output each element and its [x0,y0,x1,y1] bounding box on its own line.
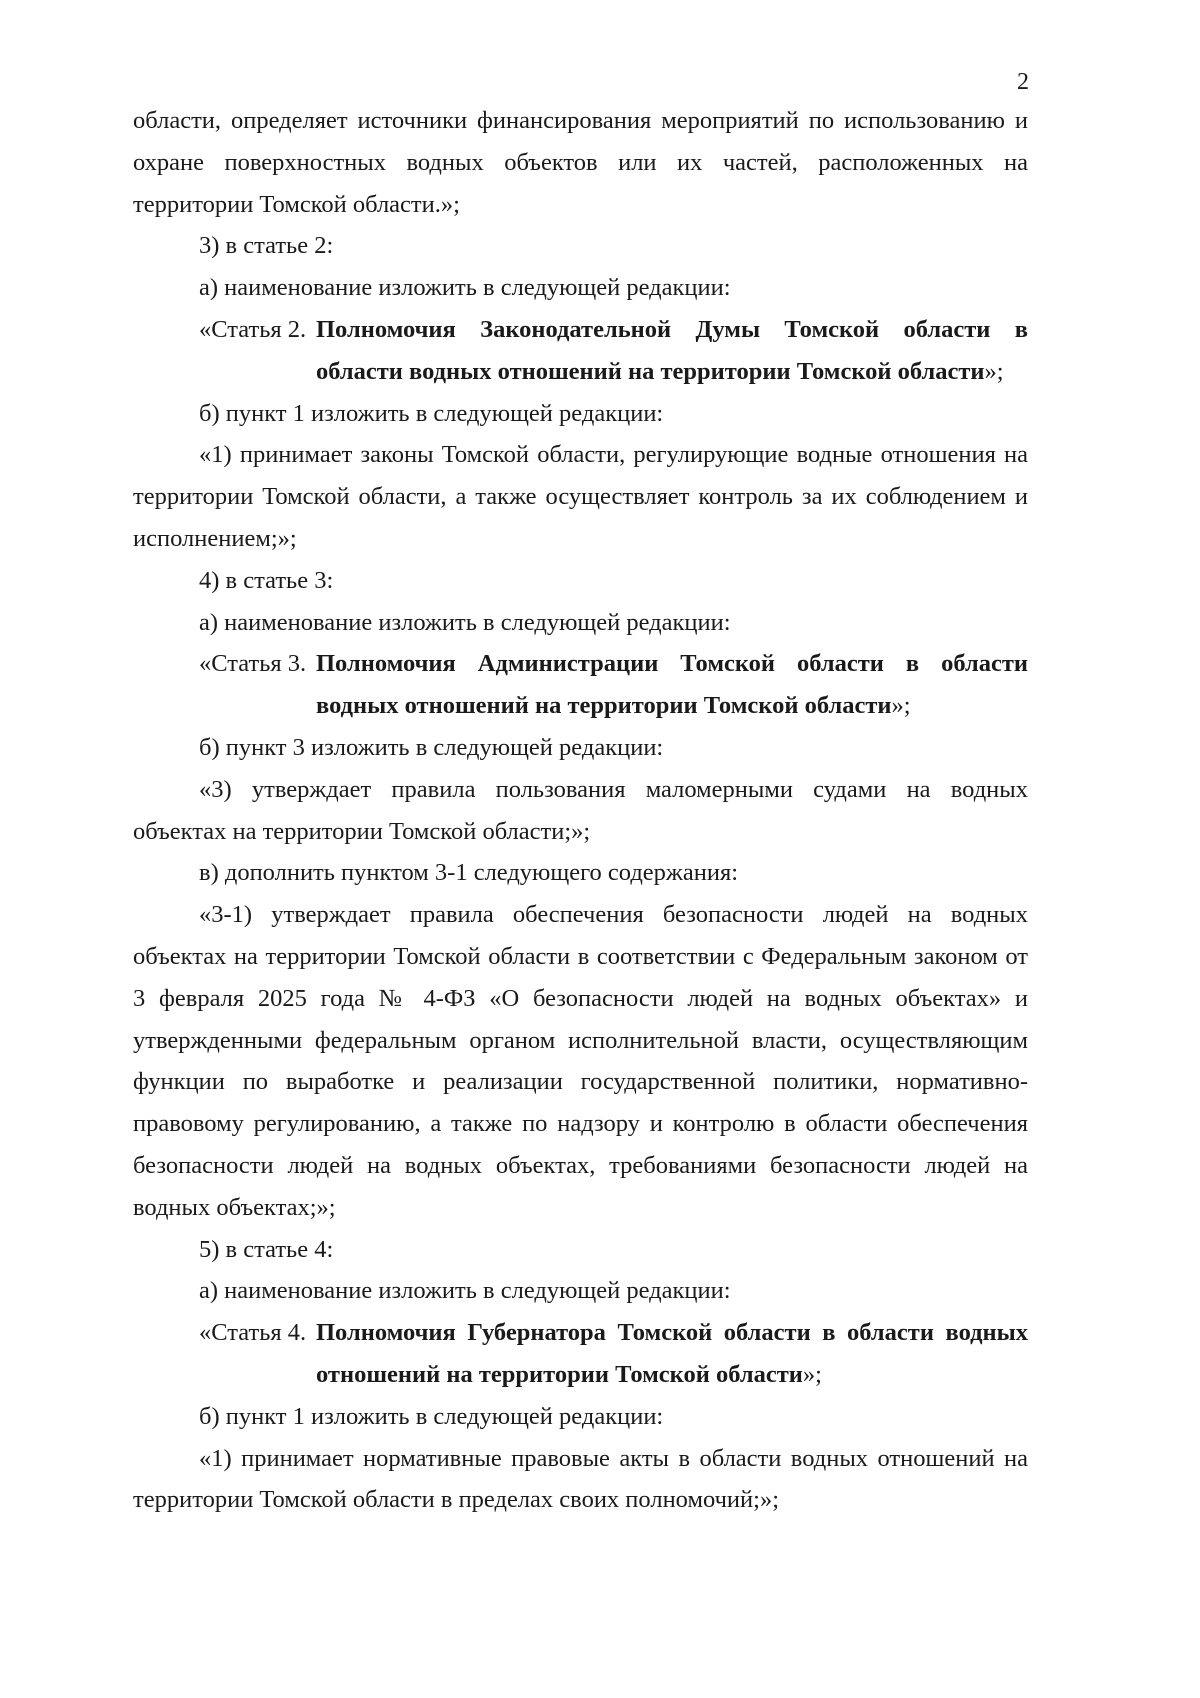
article-label: «Статья 2. [199,315,307,343]
amendment-text: «1) принимает нормативные правовые акты в области водных отношений на территории Томской области в пределах своих полномочий;»; [133,1444,1028,1514]
paragraph-continuation: области, определяет источники финансирования мероприятий по использованию и охране поверхностных водных объектов или их частей, расположенных на территории Томской области.»; [133,107,1028,218]
article-title: Полномочия Губернатора Томской области в области водных отношений на территории Томской области»; [316,1319,1028,1388]
article-label: «Статья 4. [199,1319,307,1347]
article-heading-2 [133,309,1028,393]
amendment-subitem: а) наименование изложить в следующей редакции: [199,1277,731,1305]
article-heading-3 [133,643,1028,727]
amendment-text: «1) принимает законы Томской области, регулирующие водные отношения на территории Томской области, а также осуществляет контроль за их соблюдением и исполнением;»; [133,441,1028,552]
amendment-item: 4) в статье 3: [199,566,334,594]
amendment-item: 3) в статье 2: [199,232,334,260]
amendment-subitem: а) наименование изложить в следующей редакции: [199,608,731,636]
amendment-subitem: в) дополнить пунктом 3-1 следующего содержания: [199,859,739,887]
amendment-item: 5) в статье 4: [199,1235,334,1263]
page-number: 2 [1017,69,1029,95]
amendment-text: «3-1) утверждает правила обеспечения безопасности людей на водных объектах на территории Томской области в соответствии с Федеральным законом от 3 февраля 2025 года № 4-ФЗ «О безопасности людей на водных объектах» и утвержденными федеральным органом исполнительной власти, осуществляющим функции по выработке и реализации государственной политики, нормативно-правовому регулированию, а также по надзору и контролю в области обеспечения безопасности людей на водных объектах, требованиями безопасности людей на водных объектах;»; [133,901,1028,1221]
amendment-subitem: б) пункт 3 изложить в следующей редакции: [199,733,664,761]
amendment-subitem: а) наименование изложить в следующей редакции: [199,274,731,302]
amendment-subitem: б) пункт 1 изложить в следующей редакции: [199,399,664,427]
document-body [133,100,1028,1521]
article-heading-4 [133,1312,1028,1396]
article-title: Полномочия Законодательной Думы Томской области в области водных отношений на территории Томской области»; [316,315,1028,385]
article-title: Полномочия Администрации Томской области в области водных отношений на территории Томской области»; [316,650,1028,720]
amendment-subitem: б) пункт 1 изложить в следующей редакции: [199,1402,664,1430]
amendment-text: «3) утверждает правила пользования маломерными судами на водных объектах на территории Томской области;»; [133,775,1028,845]
article-label: «Статья 3. [199,650,307,678]
